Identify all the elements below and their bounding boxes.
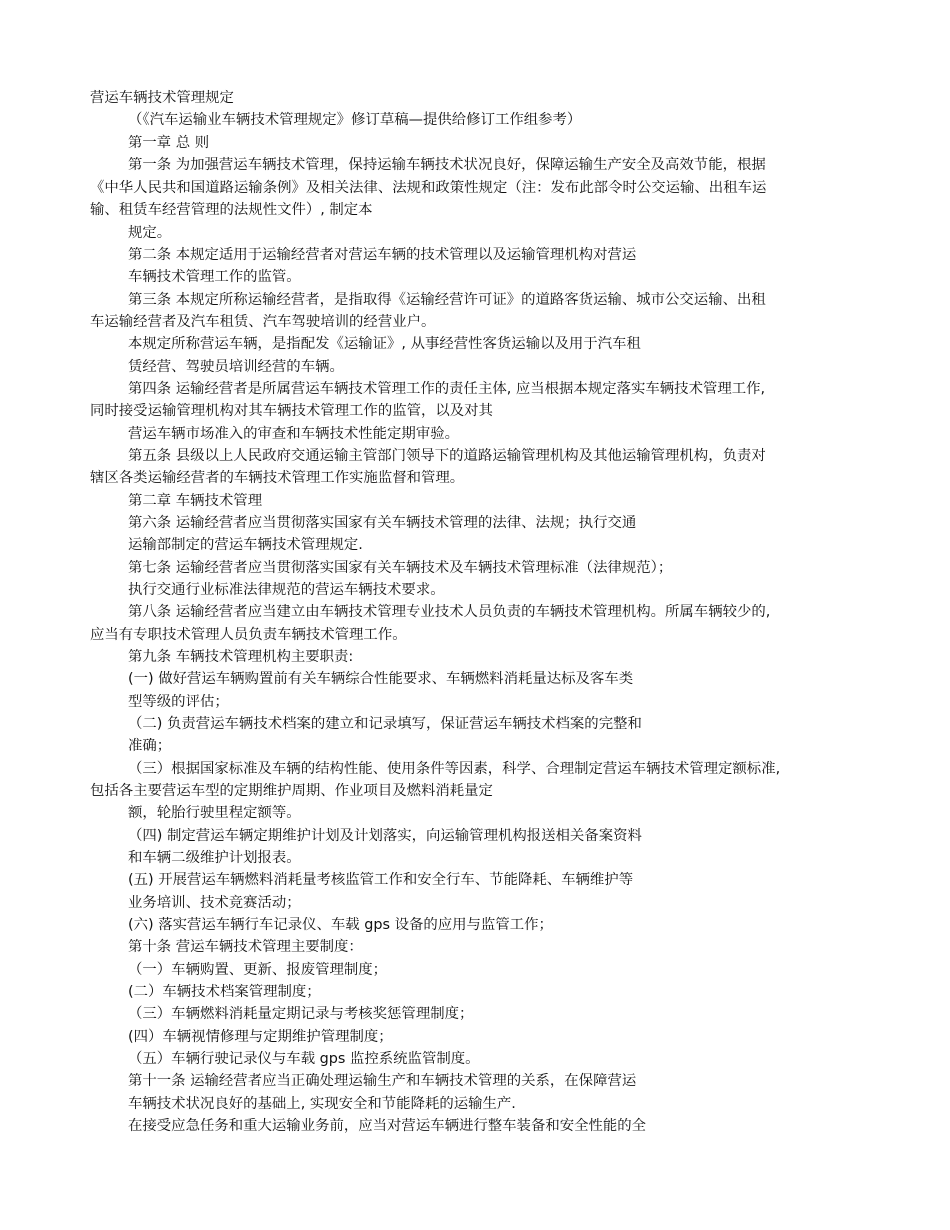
document-title: 营运车辆技术管理规定 (90, 90, 234, 106)
list-item: (一) 做好营运车辆购置前有关车辆综合性能要求、车辆燃料消耗量达标及客车类 (128, 671, 634, 687)
article-line: 第七条 运输经营者应当贯彻落实国家有关车辆技术及车辆技术管理标准（法律规范）； (128, 560, 673, 576)
list-item: （一）车辆购置、更新、报废管理制度； (128, 962, 388, 978)
chapter-heading: 第二章 车辆技术管理 (128, 493, 263, 509)
list-item: （五）车辆行驶记录仪与车载 gps 监控系统监管制度。 (128, 1051, 480, 1067)
article-line: 应当有专职技术管理人员负责车辆技术管理工作。 (90, 627, 407, 643)
article-line: 第十条 营运车辆技术管理主要制度： (128, 939, 363, 955)
list-item: 包括各主要营运车型的定期维护周期、作业项目及燃料消耗量定 (90, 783, 493, 799)
article-line: 第八条 运输经营者应当建立由车辆技术管理专业技术人员负责的车辆技术管理机构。所属车辆较少的, (128, 604, 771, 620)
list-item: 和车辆二级维护计划报表。 (128, 850, 301, 866)
article-line: 输、租赁车经营管理的法规性文件）, 制定本 (90, 202, 373, 218)
list-item: （四) 制定营运车辆定期维护计划及计划落实，向运输管理机构报送相关备案资料 (128, 828, 642, 844)
article-line: 《中华人民共和国道路运输条例》及相关法律、法规和政策性规定（注：发布此部令时公交运输、出租车运 (90, 180, 767, 196)
list-item: (六) 落实营运车辆行车记录仪、车载 gps 设备的应用与监管工作； (128, 917, 553, 933)
article-line: 第五条 县级以上人民政府交通运输主管部门领导下的道路运输管理机构及其他运输管理机构，负责对 (128, 448, 766, 464)
list-item: （三）根据国家标准及车辆的结构性能、使用条件等因素，科学、合理制定营运车辆技术管理定额标准, (128, 761, 781, 777)
article-line: 赁经营、驾驶员培训经营的车辆。 (128, 359, 344, 375)
list-item: 额，轮胎行驶里程定额等。 (128, 805, 301, 821)
article-line: 车辆技术管理工作的监管。 (128, 269, 301, 285)
list-item: (四）车辆视情修理与定期维护管理制度； (128, 1029, 393, 1045)
article-line: 规定。 (128, 225, 172, 241)
article-line: 第四条 运输经营者是所属营运车辆技术管理工作的责任主体, 应当根据本规定落实车辆技术管理工作, (128, 381, 766, 397)
list-item: (二）车辆技术档案管理制度； (128, 984, 321, 1000)
article-line: 营运车辆市场准入的审查和车辆技术性能定期审验。 (128, 426, 459, 442)
list-item: (五) 开展营运车辆燃料消耗量考核监管工作和安全行车、节能降耗、车辆维护等 (128, 872, 634, 888)
list-item: （三）车辆燃料消耗量定期记录与考核奖惩管理制度； (128, 1006, 474, 1022)
list-item: （二) 负责营运车辆技术档案的建立和记录填写，保证营运车辆技术档案的完整和 (128, 716, 642, 732)
list-item: 业务培训、技术竞赛活动； (128, 895, 301, 911)
article-line: 执行交通行业标准法律规范的营运车辆技术要求。 (128, 582, 445, 598)
article-line: 同时接受运输管理机构对其车辆技术管理工作的监管，以及对其 (90, 403, 493, 419)
document-subtitle: （《汽车运输业车辆技术管理规定》修订草稿—提供给修订工作组参考） (128, 112, 582, 128)
article-line: 第三条 本规定所称运输经营者，是指取得《运输经营许可证》的道路客货运输、城市公交运输、出租 (128, 292, 766, 308)
article-line: 第一条 为加强营运车辆技术管理，保持运输车辆技术状况良好，保障运输生产安全及高效节能，根据 (128, 157, 766, 173)
article-line: 第十一条 运输经营者应当正确处理运输生产和车辆技术管理的关系，在保障营运 (128, 1073, 637, 1089)
article-line: 车运输经营者及汽车租赁、汽车驾驶培训的经营业户。 (90, 314, 436, 330)
article-line: 第六条 运输经营者应当贯彻落实国家有关车辆技术管理的法律、法规；执行交通 (128, 515, 637, 531)
article-line: 第九条 车辆技术管理机构主要职责: (128, 649, 354, 665)
chapter-heading: 第一章 总 则 (128, 135, 210, 151)
article-line: 在接受应急任务和重大运输业务前，应当对营运车辆进行整车装备和安全性能的全 (128, 1118, 647, 1134)
list-item: 型等级的评估； (128, 694, 229, 710)
article-line: 车辆技术状况良好的基础上, 实现安全和节能降耗的运输生产. (128, 1096, 516, 1112)
list-item: 准确； (128, 738, 172, 754)
article-line: 本规定所称营运车辆，是指配发《运输证》, 从事经营性客货运输以及用于汽车租 (128, 336, 641, 352)
article-line: 第二条 本规定适用于运输经营者对营运车辆的技术管理以及运输管理机构对营运 (128, 247, 637, 263)
article-line: 运输部制定的营运车辆技术管理规定. (128, 537, 363, 553)
article-line: 辖区各类运输经营者的车辆技术管理工作实施监督和管理。 (90, 470, 465, 486)
